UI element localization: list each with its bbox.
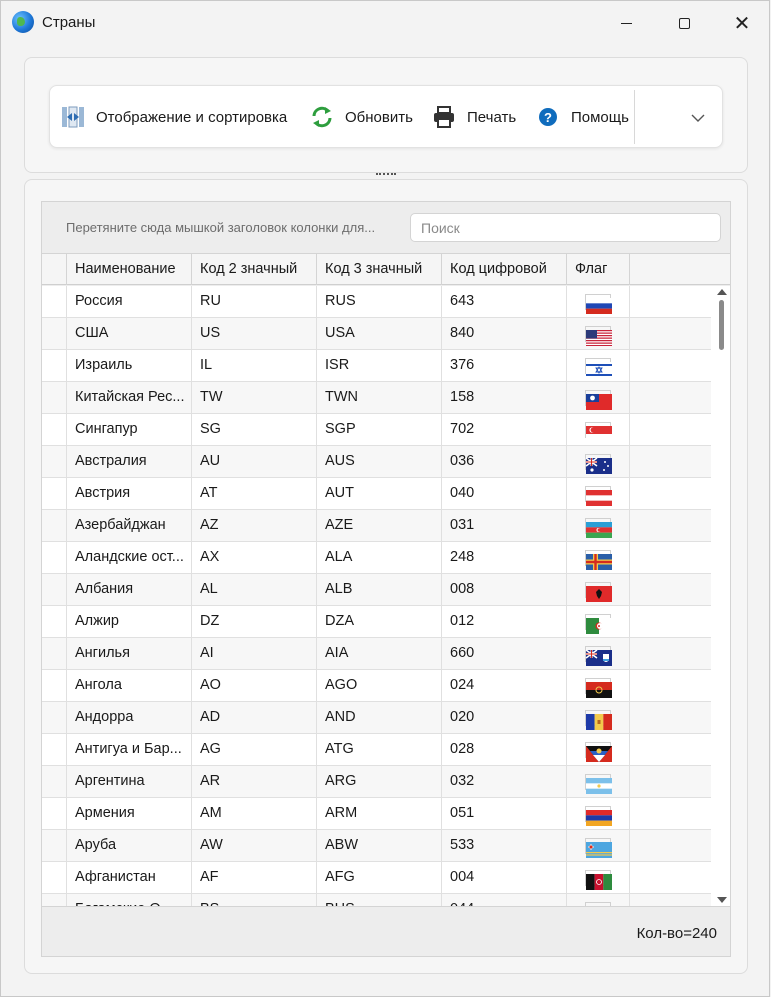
- flag-russia-icon: [585, 294, 611, 310]
- minimize-icon: [621, 23, 632, 24]
- window-title: Страны: [42, 14, 96, 31]
- chevron-down-icon: [691, 114, 705, 122]
- cell-code2[interactable]: AM: [192, 798, 317, 829]
- maximize-button[interactable]: [655, 1, 713, 45]
- row-indicator-cell[interactable]: [42, 766, 67, 797]
- table-row[interactable]: [42, 478, 711, 510]
- table-row[interactable]: [42, 286, 711, 318]
- cell-name[interactable]: Антигуа и Бар...: [67, 734, 192, 765]
- cell-flag[interactable]: [567, 318, 630, 349]
- cell-flag[interactable]: [567, 702, 630, 733]
- table-row[interactable]: [42, 318, 711, 350]
- cell-flag[interactable]: [567, 862, 630, 893]
- cell-code3[interactable]: ABW: [317, 830, 442, 861]
- cell-empty[interactable]: [630, 382, 711, 413]
- scroll-thumb[interactable]: [719, 300, 724, 350]
- cell-name[interactable]: Афганистан: [67, 862, 192, 893]
- cell-name[interactable]: Ангилья: [67, 638, 192, 669]
- cell-empty[interactable]: [630, 414, 711, 445]
- scroll-down-icon[interactable]: [717, 897, 727, 903]
- title-bar[interactable]: [1, 1, 769, 45]
- column-header-code2[interactable]: Код 2 значный: [192, 254, 317, 285]
- table-row[interactable]: [42, 798, 711, 830]
- flag-armenia-icon: [585, 806, 611, 822]
- flag-azerbaijan-icon: [585, 518, 611, 534]
- cell-empty[interactable]: [630, 574, 711, 605]
- row-indicator-cell[interactable]: [42, 734, 67, 765]
- grid-rows: [42, 286, 716, 906]
- cell-code3[interactable]: AUT: [317, 478, 442, 509]
- cell-name[interactable]: Андорра: [67, 702, 192, 733]
- cell-empty[interactable]: [630, 670, 711, 701]
- search-input[interactable]: Поиск: [410, 213, 721, 242]
- cell-code3[interactable]: AIA: [317, 638, 442, 669]
- row-indicator-cell[interactable]: [42, 446, 67, 477]
- cell-code3[interactable]: AZE: [317, 510, 442, 541]
- cell-flag[interactable]: [567, 382, 630, 413]
- cell-code2[interactable]: AX: [192, 542, 317, 573]
- cell-empty[interactable]: [630, 478, 711, 509]
- cell-numeric[interactable]: 533: [442, 830, 567, 861]
- row-indicator-cell[interactable]: [42, 318, 67, 349]
- cell-flag[interactable]: [567, 542, 630, 573]
- row-indicator-cell[interactable]: [42, 542, 67, 573]
- cell-flag[interactable]: [567, 574, 630, 605]
- cell-code3[interactable]: AFG: [317, 862, 442, 893]
- cell-flag[interactable]: [567, 734, 630, 765]
- toolbar: [49, 85, 723, 148]
- row-indicator-cell[interactable]: [42, 574, 67, 605]
- cell-empty[interactable]: [630, 510, 711, 541]
- table-row[interactable]: [42, 382, 711, 414]
- flag-albania-icon: [585, 582, 611, 598]
- help-button[interactable]: [535, 104, 629, 130]
- cell-name[interactable]: Албания: [67, 574, 192, 605]
- cell-flag[interactable]: [567, 414, 630, 445]
- cell-code3[interactable]: AGO: [317, 670, 442, 701]
- cell-name[interactable]: Китайская Рес...: [67, 382, 192, 413]
- table-row[interactable]: [42, 670, 711, 702]
- cell-empty[interactable]: [630, 638, 711, 669]
- maximize-icon: [679, 18, 690, 29]
- cell-numeric[interactable]: 012: [442, 606, 567, 637]
- flag-usa-icon: [585, 326, 611, 342]
- cell-code2[interactable]: AD: [192, 702, 317, 733]
- cell-numeric[interactable]: 376: [442, 350, 567, 381]
- flag-antigua-icon: [585, 742, 611, 758]
- cell-numeric[interactable]: 020: [442, 702, 567, 733]
- cell-numeric[interactable]: 702: [442, 414, 567, 445]
- flag-israel-icon: [585, 358, 611, 374]
- cell-name[interactable]: Аргентина: [67, 766, 192, 797]
- row-indicator-cell[interactable]: [42, 798, 67, 829]
- cell-numeric[interactable]: 840: [442, 318, 567, 349]
- table-row[interactable]: [42, 510, 711, 542]
- cell-name[interactable]: Сингапур: [67, 414, 192, 445]
- flag-algeria-icon: [585, 614, 611, 630]
- cell-code2[interactable]: AR: [192, 766, 317, 797]
- cell-numeric[interactable]: 028: [442, 734, 567, 765]
- cell-code3[interactable]: DZA: [317, 606, 442, 637]
- cell-numeric[interactable]: 051: [442, 798, 567, 829]
- column-header-code3[interactable]: Код 3 значный: [317, 254, 442, 285]
- cell-code3[interactable]: AND: [317, 702, 442, 733]
- flag-angola-icon: [585, 678, 611, 694]
- cell-code3[interactable]: ARM: [317, 798, 442, 829]
- svg-text:?: ?: [544, 110, 552, 125]
- row-indicator-cell[interactable]: [42, 382, 67, 413]
- cell-code3[interactable]: ALB: [317, 574, 442, 605]
- cell-flag[interactable]: [567, 446, 630, 477]
- cell-name[interactable]: Аруба: [67, 830, 192, 861]
- toolbar-more-button[interactable]: [688, 108, 708, 128]
- flag-austria-icon: [585, 486, 611, 502]
- table-row[interactable]: [42, 542, 711, 574]
- cell-code2[interactable]: AG: [192, 734, 317, 765]
- group-by-panel[interactable]: [42, 202, 730, 252]
- cell-empty[interactable]: [630, 318, 711, 349]
- cell-empty[interactable]: [630, 446, 711, 477]
- cell-numeric[interactable]: 643: [442, 286, 567, 317]
- help-label: Помощь: [571, 108, 629, 126]
- cell-code2[interactable]: DZ: [192, 606, 317, 637]
- cell-numeric[interactable]: 008: [442, 574, 567, 605]
- close-icon: ✕: [733, 11, 751, 35]
- cell-code2[interactable]: AT: [192, 478, 317, 509]
- cell-code2[interactable]: AO: [192, 670, 317, 701]
- countries-grid: [41, 201, 731, 957]
- flag-argentina-icon: [585, 774, 611, 790]
- table-row[interactable]: [42, 574, 711, 606]
- flag-singapore-icon: [585, 422, 611, 438]
- row-indicator-cell[interactable]: [42, 350, 67, 381]
- refresh-icon: [309, 104, 335, 130]
- scroll-up-icon[interactable]: [717, 289, 727, 295]
- cell-code2[interactable]: SG: [192, 414, 317, 445]
- cell-code2[interactable]: US: [192, 318, 317, 349]
- print-label: Печать: [467, 108, 517, 126]
- cell-flag[interactable]: [567, 606, 630, 637]
- cell-empty[interactable]: [630, 702, 711, 733]
- cell-flag[interactable]: [567, 798, 630, 829]
- row-indicator-cell[interactable]: [42, 606, 67, 637]
- display-sort-label: Отображение и сортировка: [96, 108, 288, 126]
- cell-code2[interactable]: AW: [192, 830, 317, 861]
- cell-name[interactable]: Австралия: [67, 446, 192, 477]
- table-row[interactable]: [42, 350, 711, 382]
- globe-icon: [12, 11, 34, 33]
- refresh-button[interactable]: [309, 104, 413, 130]
- cell-code2[interactable]: AU: [192, 446, 317, 477]
- grid-footer: [42, 906, 730, 956]
- cell-empty[interactable]: [630, 542, 711, 573]
- cell-empty[interactable]: [630, 606, 711, 637]
- refresh-label: Обновить: [345, 108, 413, 126]
- cell-name[interactable]: Австрия: [67, 478, 192, 509]
- toolbar-divider: [634, 90, 635, 144]
- cell-flag[interactable]: [567, 638, 630, 669]
- column-header-name[interactable]: Наименование: [67, 254, 192, 285]
- column-header-numeric[interactable]: Код цифровой: [442, 254, 567, 285]
- cell-numeric[interactable]: 040: [442, 478, 567, 509]
- cell-flag[interactable]: [567, 830, 630, 861]
- cell-code3[interactable]: ISR: [317, 350, 442, 381]
- cell-name[interactable]: Израиль: [67, 350, 192, 381]
- table-row[interactable]: [42, 766, 711, 798]
- flag-andorra-icon: [585, 710, 611, 726]
- cell-empty[interactable]: [630, 350, 711, 381]
- flag-afghanistan-icon: [585, 870, 611, 886]
- cell-numeric[interactable]: 036: [442, 446, 567, 477]
- column-header-flag[interactable]: Флаг: [567, 254, 630, 285]
- table-row[interactable]: [42, 702, 711, 734]
- row-indicator-cell[interactable]: [42, 510, 67, 541]
- cell-name[interactable]: Алжир: [67, 606, 192, 637]
- cell-name[interactable]: Аландские ост...: [67, 542, 192, 573]
- group-by-hint: Перетяните сюда мышкой заголовок колонки для...: [66, 220, 376, 235]
- record-count: Кол-во=240: [636, 925, 717, 942]
- grid-header: [42, 253, 730, 285]
- table-row[interactable]: [42, 638, 711, 670]
- vertical-scrollbar[interactable]: [714, 286, 730, 906]
- cell-code3[interactable]: USA: [317, 318, 442, 349]
- print-button[interactable]: [431, 104, 516, 130]
- table-row[interactable]: [42, 606, 711, 638]
- cell-code2[interactable]: AL: [192, 574, 317, 605]
- cell-code2[interactable]: AF: [192, 862, 317, 893]
- cell-numeric[interactable]: 248: [442, 542, 567, 573]
- row-indicator-cell[interactable]: [42, 830, 67, 861]
- table-row[interactable]: [42, 734, 711, 766]
- row-indicator-cell[interactable]: [42, 702, 67, 733]
- table-row[interactable]: [42, 830, 711, 862]
- flag-taiwan-icon: [585, 390, 611, 406]
- cell-flag[interactable]: [567, 766, 630, 797]
- row-indicator-cell[interactable]: [42, 286, 67, 317]
- cell-numeric[interactable]: 032: [442, 766, 567, 797]
- cell-code2[interactable]: IL: [192, 350, 317, 381]
- minimize-button[interactable]: [597, 1, 655, 45]
- cell-code2[interactable]: RU: [192, 286, 317, 317]
- flag-aruba-icon: [585, 838, 611, 854]
- cell-numeric[interactable]: 024: [442, 670, 567, 701]
- flag-anguilla-icon: [585, 646, 611, 662]
- cell-numeric[interactable]: 031: [442, 510, 567, 541]
- cell-flag[interactable]: [567, 286, 630, 317]
- cell-code2[interactable]: AI: [192, 638, 317, 669]
- row-indicator-cell[interactable]: [42, 414, 67, 445]
- cell-numeric[interactable]: 660: [442, 638, 567, 669]
- cell-empty[interactable]: [630, 766, 711, 797]
- table-row[interactable]: [42, 862, 711, 894]
- row-indicator-cell[interactable]: [42, 638, 67, 669]
- table-row[interactable]: [42, 414, 711, 446]
- cell-empty[interactable]: [630, 862, 711, 893]
- cell-flag[interactable]: [567, 670, 630, 701]
- cell-empty[interactable]: [630, 798, 711, 829]
- cell-code2[interactable]: TW: [192, 382, 317, 413]
- printer-icon: [431, 104, 457, 130]
- cell-code3[interactable]: ATG: [317, 734, 442, 765]
- table-row[interactable]: [42, 446, 711, 478]
- cell-numeric[interactable]: 004: [442, 862, 567, 893]
- cell-name[interactable]: США: [67, 318, 192, 349]
- cell-name[interactable]: Ангола: [67, 670, 192, 701]
- display-sort-button[interactable]: [60, 104, 287, 130]
- row-indicator-cell[interactable]: [42, 670, 67, 701]
- cell-flag[interactable]: [567, 478, 630, 509]
- cell-flag[interactable]: [567, 350, 630, 381]
- row-indicator-header: [42, 254, 67, 285]
- columns-sort-icon: [60, 104, 86, 130]
- cell-numeric[interactable]: 158: [442, 382, 567, 413]
- cell-name[interactable]: Армения: [67, 798, 192, 829]
- cell-name[interactable]: Россия: [67, 286, 192, 317]
- flag-australia-icon: [585, 454, 611, 470]
- cell-code3[interactable]: RUS: [317, 286, 442, 317]
- cell-code2[interactable]: AZ: [192, 510, 317, 541]
- help-icon: [535, 104, 561, 130]
- row-indicator-cell[interactable]: [42, 478, 67, 509]
- cell-flag[interactable]: [567, 510, 630, 541]
- cell-code3[interactable]: AUS: [317, 446, 442, 477]
- cell-code3[interactable]: ARG: [317, 766, 442, 797]
- row-indicator-cell[interactable]: [42, 862, 67, 893]
- cell-code3[interactable]: ALA: [317, 542, 442, 573]
- cell-code3[interactable]: TWN: [317, 382, 442, 413]
- cell-code3[interactable]: SGP: [317, 414, 442, 445]
- flag-aland-icon: [585, 550, 611, 566]
- close-button[interactable]: [713, 1, 771, 45]
- cell-empty[interactable]: [630, 286, 711, 317]
- cell-empty[interactable]: [630, 734, 711, 765]
- cell-name[interactable]: Азербайджан: [67, 510, 192, 541]
- cell-empty[interactable]: [630, 830, 711, 861]
